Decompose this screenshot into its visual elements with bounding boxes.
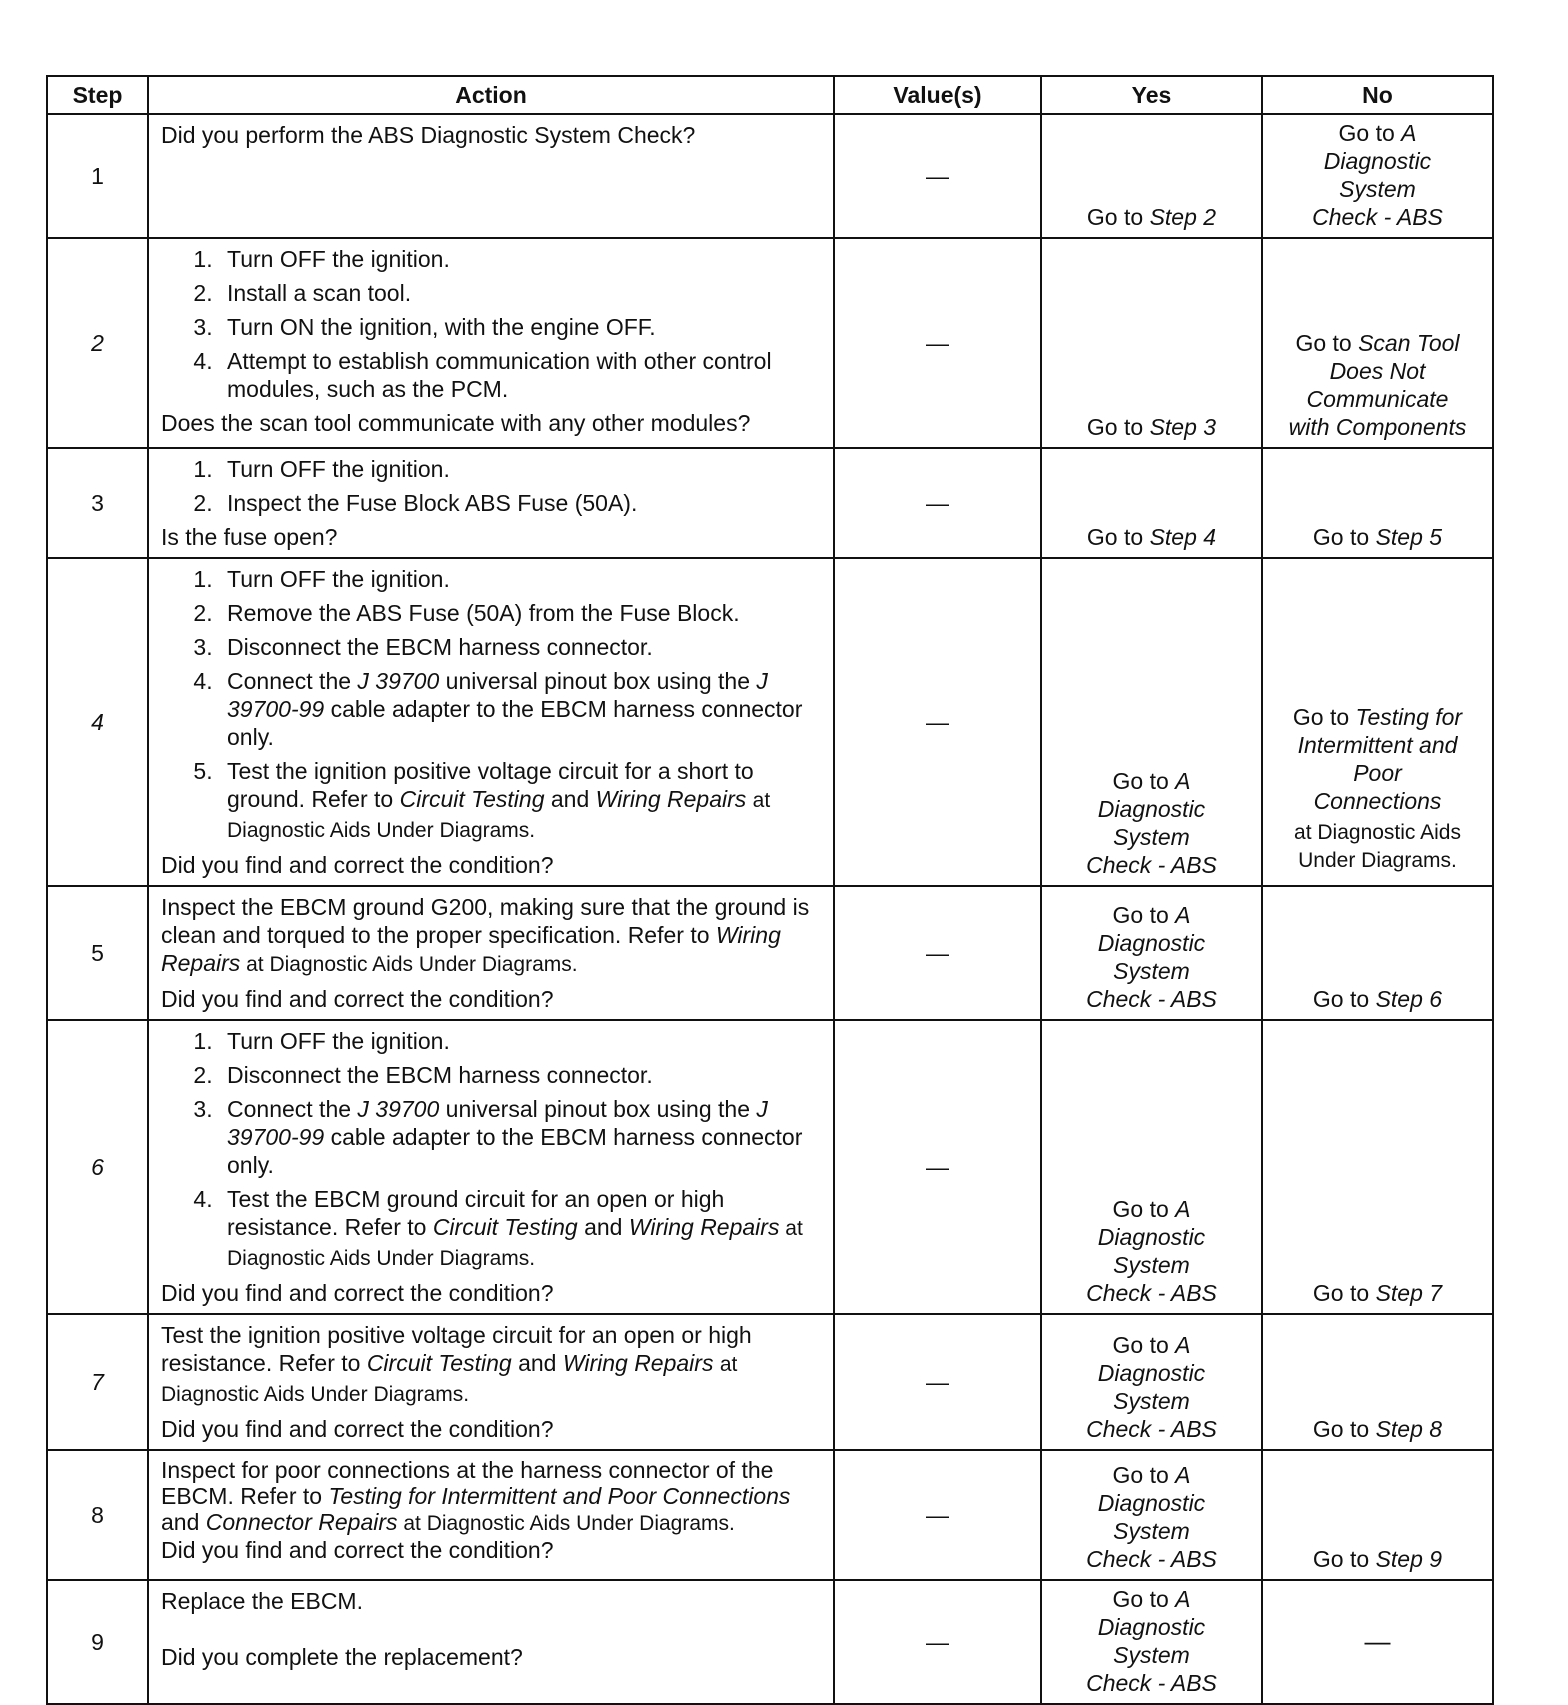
yes-cell: Go to A Diagnostic System Check - ABS [1041,886,1262,1020]
table-row [47,558,1493,886]
question: Did you perform the ABS Diagnostic System Check? [161,122,696,148]
yes-cell: Go to A Diagnostic System Check - ABS [1041,1580,1262,1704]
step-number: 6 [47,1020,148,1314]
step-number: 8 [47,1450,148,1580]
yes-cell: Go to Step 4 [1041,448,1262,558]
no-cell: Go to Scan Tool Does Not Communicate with Components [1262,238,1493,448]
no-cell: Go to Step 8 [1262,1314,1493,1450]
table-row [47,238,1493,448]
step-number: 5 [47,886,148,1020]
table-row [47,1314,1493,1450]
list-item: 1. Turn OFF the ignition. [219,1027,823,1055]
action-cell [148,448,834,558]
question: Does the scan tool communicate with any other modules? [161,410,751,436]
list-item: 1. Turn OFF the ignition. [219,245,823,273]
question: Is the fuse open? [161,524,338,550]
list-item: 5. Test the ignition positive voltage circuit for a short to ground. Refer to Circuit Testing and Wiring Repairs at Diagnostic Aids Under Diagrams. [219,757,823,845]
list-item: 2. Install a scan tool. [219,279,823,307]
action-cell [148,558,834,886]
action-cell [148,114,834,238]
action-cell [148,238,834,448]
step-number: 1 [47,114,148,238]
header-action: Action [148,76,834,114]
yes-cell: Go to A Diagnostic System Check - ABS [1041,1314,1262,1450]
list-item: 2. Inspect the Fuse Block ABS Fuse (50A). [219,489,823,517]
no-cell: Go to Step 7 [1262,1020,1493,1314]
action-list [161,245,823,403]
question: Did you find and correct the condition? [161,986,554,1012]
instruction: Inspect for poor connections at the harness connector of the EBCM. Refer to Testing for Intermittent and Poor Connections and Connector Repairs at Diagnostic Aids Under Diagrams. [161,1457,791,1535]
value-cell: — [834,1450,1041,1580]
table-row [47,886,1493,1020]
list-item: 2. Disconnect the EBCM harness connector. [219,1061,823,1089]
list-item: 2. Remove the ABS Fuse (50A) from the Fuse Block. [219,599,823,627]
action-list [161,455,823,517]
no-cell: — [1262,1580,1493,1704]
step-number: 3 [47,448,148,558]
yes-cell: Go to Step 3 [1041,238,1262,448]
diagnostic-table [46,75,1494,1705]
action-cell [148,1314,834,1450]
table-row [47,1450,1493,1580]
value-cell: — [834,886,1041,1020]
table-row [47,448,1493,558]
instruction: Test the ignition positive voltage circuit for an open or high resistance. Refer to Circuit Testing and Wiring Repairs at Diagnostic Aids Under Diagrams. [161,1322,752,1406]
header-yes: Yes [1041,76,1262,114]
value-cell: — [834,238,1041,448]
list-item: 4. Test the EBCM ground circuit for an open or high resistance. Refer to Circuit Testing and Wiring Repairs at Diagnostic Aids Under Diagrams. [219,1185,823,1273]
no-cell: Go to Step 6 [1262,886,1493,1020]
list-item: 3. Disconnect the EBCM harness connector. [219,633,823,661]
header-values: Value(s) [834,76,1041,114]
header-step: Step [47,76,148,114]
header-no: No [1262,76,1493,114]
instruction: Replace the EBCM. [161,1588,363,1614]
no-cell: Go to A Diagnostic System Check - ABS [1262,114,1493,238]
question: Did you find and correct the condition? [161,852,554,878]
yes-cell: Go to A Diagnostic System Check - ABS [1041,1020,1262,1314]
value-cell: — [834,1314,1041,1450]
yes-cell: Go to A Diagnostic System Check - ABS [1041,1450,1262,1580]
list-item: 1. Turn OFF the ignition. [219,455,823,483]
question: Did you find and correct the condition? [161,1280,554,1306]
question: Did you find and correct the condition? [161,1537,554,1563]
value-cell: — [834,1580,1041,1704]
no-cell: Go to Step 9 [1262,1450,1493,1580]
list-item: 3. Connect the J 39700 universal pinout box using the J 39700-99 cable adapter to the EBCM harness connector only. [219,1095,823,1179]
list-item: 3. Turn ON the ignition, with the engine OFF. [219,313,823,341]
list-item: 4. Connect the J 39700 universal pinout box using the J 39700-99 cable adapter to the EBCM harness connector only. [219,667,823,751]
value-cell: — [834,448,1041,558]
question: Did you complete the replacement? [161,1644,523,1670]
table-row [47,1580,1493,1704]
question: Did you find and correct the condition? [161,1416,554,1442]
action-list [161,565,823,845]
value-cell: — [834,114,1041,238]
value-cell: — [834,558,1041,886]
step-number: 2 [47,238,148,448]
list-item: 1. Turn OFF the ignition. [219,565,823,593]
action-cell [148,1020,834,1314]
step-number: 4 [47,558,148,886]
value-cell: — [834,1020,1041,1314]
no-cell: Go to Testing for Intermittent and Poor Connections at Diagnostic Aids Under Diagrams. [1262,558,1493,886]
step-number: 7 [47,1314,148,1450]
no-cell: Go to Step 5 [1262,448,1493,558]
table-row [47,114,1493,238]
action-cell [148,1580,834,1704]
action-list [161,1027,823,1273]
instruction: Inspect the EBCM ground G200, making sure that the ground is clean and torqued to the proper specification. Refer to Wiring Repairs at Diagnostic Aids Under Diagrams. [161,894,810,976]
yes-cell: Go to A Diagnostic System Check - ABS [1041,558,1262,886]
step-number: 9 [47,1580,148,1704]
list-item: 4. Attempt to establish communication with other control modules, such as the PCM. [219,347,823,403]
header-row [47,76,1493,114]
action-cell [148,1450,834,1580]
action-cell [148,886,834,1020]
table-row [47,1020,1493,1314]
yes-cell: Go to Step 2 [1041,114,1262,238]
